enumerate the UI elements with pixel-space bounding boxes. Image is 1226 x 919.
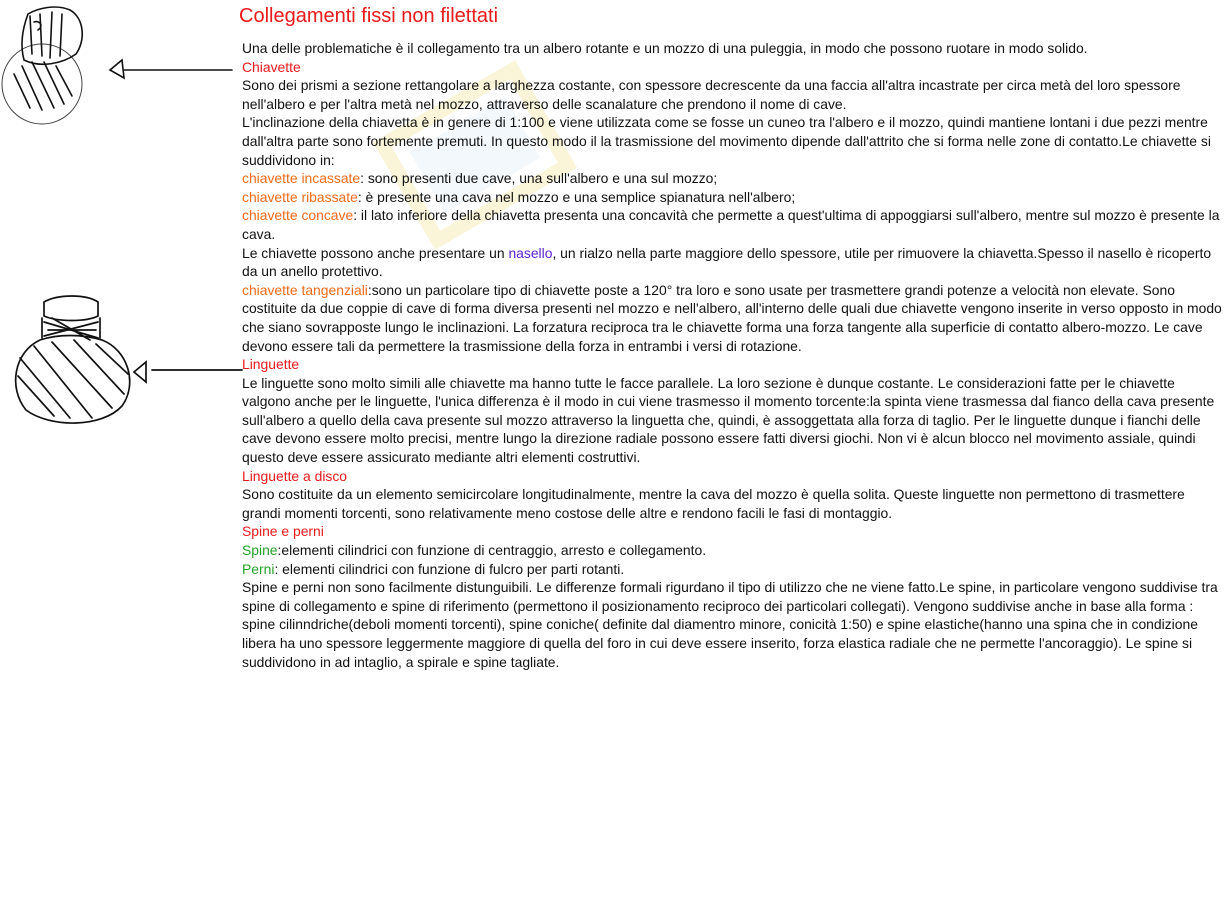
chiavette-heading: Chiavette [242, 58, 301, 75]
term-ribassate: chiavette ribassate [242, 188, 358, 205]
chiavette-description: Sono dei prismi a sezione rettangolare a larghezza costante, con spessore decrescente da una faccia all'altra incastrate per circa metà del loro spessore nell'albero e per l'altra metà nel mozzo, attraverso delle scanalature che prendono il nome di cave. [242, 77, 1181, 112]
term-tangenziali: chiavette tangenziali [242, 281, 368, 298]
linguetta-sketch [0, 288, 245, 428]
chiavetta-sketch [0, 0, 240, 135]
spine-perni-heading: Spine e perni [242, 523, 324, 540]
type-item-ribassate: chiavette ribassate: è presente una cava nel mozzo e una semplice spianatura nell'albero; [242, 188, 796, 205]
page-title: Collegamenti fissi non filettati [239, 5, 499, 27]
term-nasello: nasello [508, 244, 553, 261]
term-spine: Spine [242, 542, 278, 559]
linguette-paragraph: Le linguette sono molto simili alle chiavette ma hanno tutte le facce parallele. La loro sezione è dunque costante. Le considerazioni fatte per le chiavette valgono anche per le linguette, l'unica differenza è il modo in cui viene trasmesso il momento torcente:la spinta viene trasmessa dal fianco della cava presente sull'albero a quello della cava presente sul mozzo attraverso la linguetta che, quindi, è assoggettata alla forza di taglio. Per le linguette dunque i fianchi delle cave devono essere molto precisi, mentre lungo la direzione radiale possono essere fatti diversi giochi. Non vi è alcun blocco nel movimento assiale, quindi questo deve essere assicurato mediante altri elementi costruttivi. [242, 374, 1215, 466]
tangenziali-paragraph: chiavette tangenziali:sono un particolare tipo di chiavette poste a 120° tra loro e sono usate per trasmettere grandi potenze a velocità non elevate. Sono costituite da due coppie di cave di forma diversa presenti nel mozzo e nell'albero, all'interno delle quali due chiavette vengono inserite in verso opposto in modo che siano sovrapposte lungo le inclinazioni. La forzatura reciproca tra le chiavette forma una forza tangente alla superficie di contatto albero-mozzo. Le cave devono essere tali da permettere la trasmissione della forza in entrambi i versi di rotazione. [242, 281, 1222, 354]
document-body [242, 39, 1224, 671]
linguette-disco-paragraph: Sono costituite da un elemento semicircolare longitudinalmente, mentre la cava del mozzo è quella solita. Queste linguette non permettono di trasmettere grandi momenti torcenti, sono relativamente meno costose delle altre e rendono facili le fasi di montaggio. [242, 486, 1185, 521]
perni-definition: Perni: elementi cilindrici con funzione di fulcro per parti rotanti. [242, 560, 625, 577]
term-concave: chiavette concave [242, 207, 354, 224]
spine-definition: Spine:elementi cilindrici con funzione di centraggio, arresto e collegamento. [242, 542, 707, 559]
type-item-incassate: chiavette incassate: sono presenti due cave, una sull'albero e una sul mozzo; [242, 170, 718, 187]
linguette-heading: Linguette [242, 356, 300, 373]
intro-paragraph: Una delle problematiche è il collegamento tra un albero rotante e un mozzo di una puleggia, in modo che possono ruotare in modo solido. [242, 40, 1088, 56]
chiavette-inclinazione: L'inclinazione della chiavetta è in genere di 1:100 e viene utilizzata come se fosse un cuneo tra l'albero e il mozzo, quindi mantiene lontani i due pezzi mentre dall'altra parte sono fortemente premuti. In questo modo il la trasmissione del movimento dipende dall'attrito che si forma nelle zone di contatto.Le chiavette si suddividono in: [242, 114, 1211, 168]
term-incassate: chiavette incassate [242, 170, 361, 187]
type-item-concave: chiavette concave: il lato inferiore della chiavetta presenta una concavità che permette a quest'ultima di appoggiarsi sull'albero, mentre sul mozzo è presente la cava. [242, 207, 1220, 242]
spine-perni-paragraph: Spine e perni non sono facilmente distunguibili. Le differenze formali rigurdano il tipo di utilizzo che ne viene fatto.Le spine, in particolare vengono suddivise tra spine di collegamento e spine di riferimento (permettono il posizionamento reciproco dei particolari collegati). Vengono suddivise anche in base alla forma : spine cilinndriche(deboli momenti torcenti), spine coniche( definite dal diamentro minore, conicità 1:50) e spine elastiche(hanno una spina che in condizione libera ha uno spessore leggermente maggiore di quella del foro in cui deve essere inserito, forza elastica radiale che ne permette l'ancoraggio). Le spine si suddividono in ad intaglio, a spirale e spine tagliate. [242, 579, 1218, 670]
linguette-disco-heading: Linguette a disco [242, 467, 348, 484]
term-perni: Perni [242, 560, 275, 577]
nasello-paragraph: Le chiavette possono anche presentare un nasello, un rialzo nella parte maggiore dello spessore, utile per rimuovere la chiavetta.Spesso il nasello è ricoperto da un anello protettivo. [242, 244, 1212, 280]
